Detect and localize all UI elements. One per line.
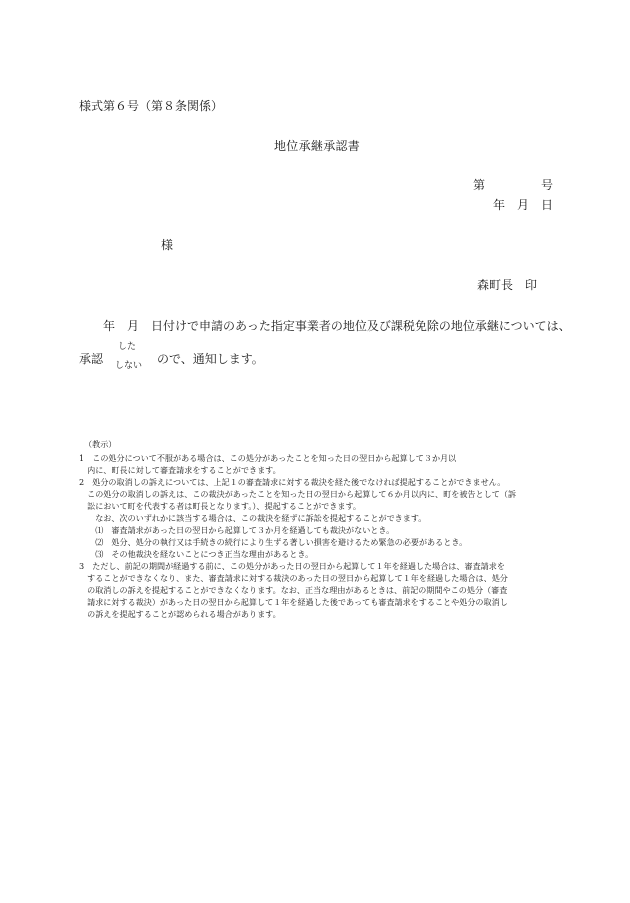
notification-text: ので、通知します。 [157, 352, 264, 366]
notice-line: ⑶ その他裁決を経ないことにつき正当な理由があるとき。 [79, 549, 314, 559]
notice-line: の訴えを提起することが認められる場合があります。 [79, 609, 281, 619]
notice-line: ⑵ 処分、処分の執行又は手続きの続行により生ずる著しい損害を避けるため緊急の必要があるとき。 [79, 537, 468, 547]
notice-line: なお、次のいずれかに該当する場合は、この裁決を経ずに訴訟を提起することができます。 [79, 513, 427, 523]
notice-line: することができなくなり、また、審査請求に対する裁決のあった日の翌日から起算して１年を経過した場合は、処分 [79, 573, 508, 583]
reference-number-prefix: 第 [473, 178, 486, 192]
notice-heading: （教示） [84, 439, 117, 449]
notice-line: 請求に対する裁決）があった日の翌日から起算して１年を経過した後であっても審査請求をすることや処分の取消し [79, 597, 508, 607]
notice-line: 1 この処分について不服がある場合は、この処分があったことを知った日の翌日から起算して３か月以 [79, 453, 457, 463]
approval-label: 承認 [79, 352, 104, 366]
notice-line: この処分の取消しの訴えは、この裁決があったことを知った日の翌日から起算して６か月以内に、町を被告として（訴 [79, 489, 516, 499]
notice-line: 訟において町を代表する者は町長となります。）、提起することができます。 [79, 501, 361, 511]
notice-line: 3 ただし、前記の期間が経過する前に、この処分があった日の翌日から起算して１年を経過した場合は、審査請求を [79, 561, 505, 571]
notice-line: 内に、町長に対して審査請求をすることができます。 [79, 465, 281, 475]
reference-number-suffix: 号 [541, 178, 554, 192]
decision-option-not-approved: しない [115, 361, 143, 371]
notice-line: の取消しの訴えを提起することができなくなります。なお、正当な理由があるときは、前記の期間やこの処分（審査 [79, 585, 508, 595]
decision-option-approved: した [118, 342, 137, 352]
body-text: 年 月 日付けで申請のあった指定事業者の地位及び課税免除の地位承継については、 [103, 319, 571, 333]
document-title: 地位承継承認書 [274, 139, 361, 153]
issuer-signature: 森町長 印 [477, 278, 538, 292]
form-number: 様式第６号（第８条関係） [79, 99, 224, 113]
notice-body [79, 452, 559, 620]
addressee-honorific: 様 [161, 238, 174, 252]
notice-line: 2 処分の取消しの訴えについては、上記１の審査請求に対する裁決を経た後でなければ提起することができません。 [79, 477, 506, 487]
notice-line: ⑴ 審査請求があった日の翌日から起算して３か月を経過しても裁決がないとき。 [79, 525, 395, 535]
date-line: 年 月 日 [493, 198, 554, 212]
